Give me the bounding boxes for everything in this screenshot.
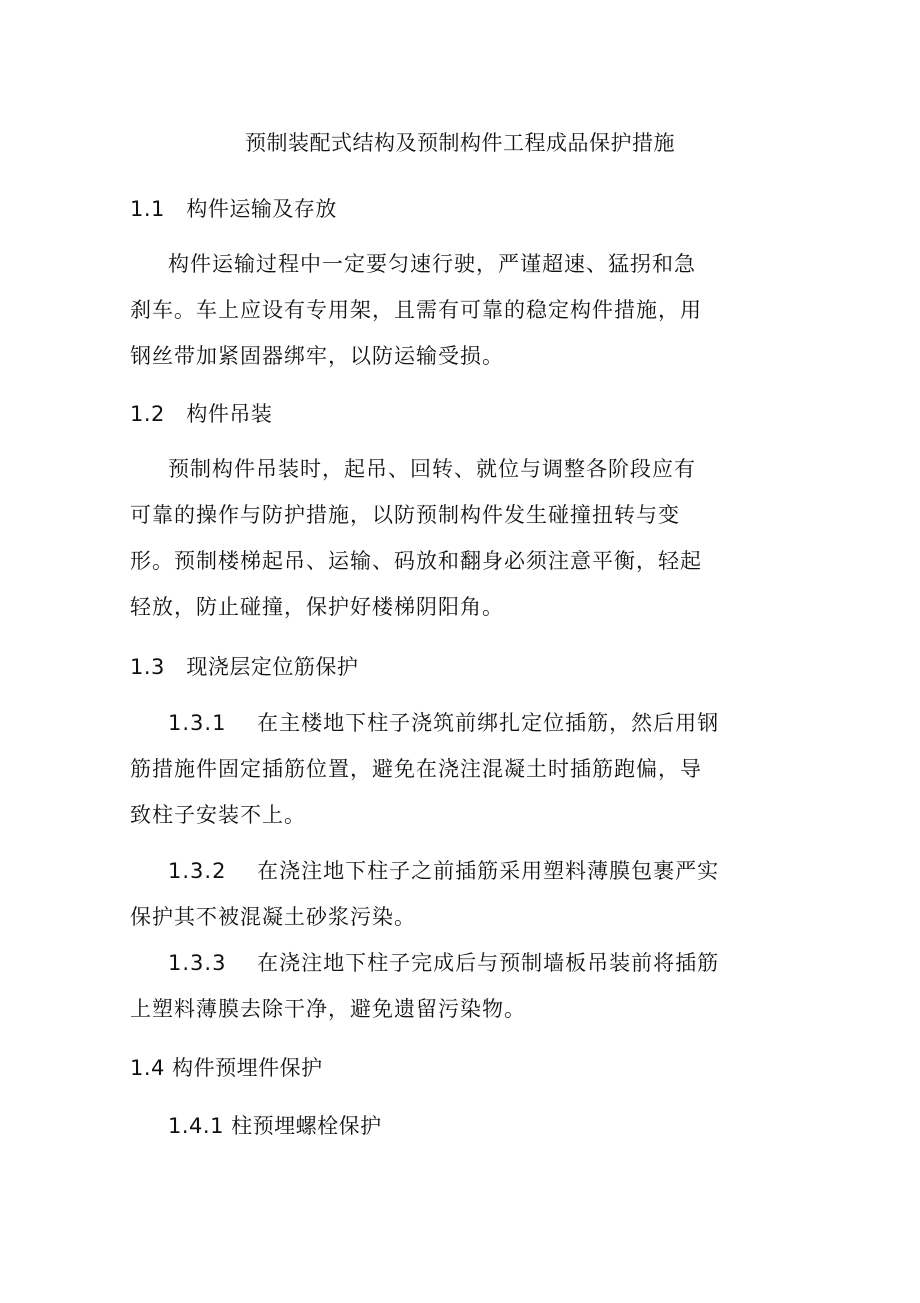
paragraph-line: 1.3.2 在浇注地下柱子之前插筋采用塑料薄膜包裹严实 [168, 859, 720, 883]
paragraph-line: 上塑料薄膜去除干净，避免遗留污染物。 [130, 997, 526, 1021]
document-title: 预制装配式结构及预制构件工程成品保护措施 [245, 131, 675, 155]
section-heading-1-2: 1.2 构件吊装 [130, 402, 273, 426]
paragraph-line: 可靠的操作与防护措施，以防预制构件发生碰撞扭转与变 [130, 503, 680, 527]
paragraph-line: 致柱子安装不上。 [130, 803, 306, 827]
paragraph-line: 保护其不被混凝土砂浆污染。 [130, 905, 416, 929]
paragraph-line: 1.3.3 在浇注地下柱子完成后与预制墙板吊装前将插筋 [168, 951, 720, 975]
subsection-heading-1-4-1: 1.4.1 柱预埋螺栓保护 [168, 1114, 382, 1138]
paragraph-line: 轻放，防止碰撞，保护好楼梯阴阳角。 [130, 595, 504, 619]
section-heading-1-4: 1.4 构件预埋件保护 [130, 1056, 323, 1080]
paragraph-line: 钢丝带加紧固器绑牢，以防运输受损。 [130, 344, 504, 368]
paragraph-line: 刹车。车上应设有专用架，且需有可靠的稳定构件措施，用 [130, 298, 702, 322]
paragraph-line: 预制构件吊装时，起吊、回转、就位与调整各阶段应有 [168, 457, 696, 481]
section-heading-1-1: 1.1 构件运输及存放 [130, 197, 337, 221]
paragraph-line: 形。预制楼梯起吊、运输、码放和翻身必须注意平衡，轻起 [130, 549, 702, 573]
paragraph-line: 筋措施件固定插筋位置，避免在浇注混凝土时插筋跑偏，导 [130, 757, 702, 781]
section-heading-1-3: 1.3 现浇层定位筋保护 [130, 655, 359, 679]
paragraph-line: 1.3.1 在主楼地下柱子浇筑前绑扎定位插筋，然后用钢 [168, 711, 720, 735]
paragraph-line: 构件运输过程中一定要匀速行驶，严谨超速、猛拐和急 [168, 252, 696, 276]
